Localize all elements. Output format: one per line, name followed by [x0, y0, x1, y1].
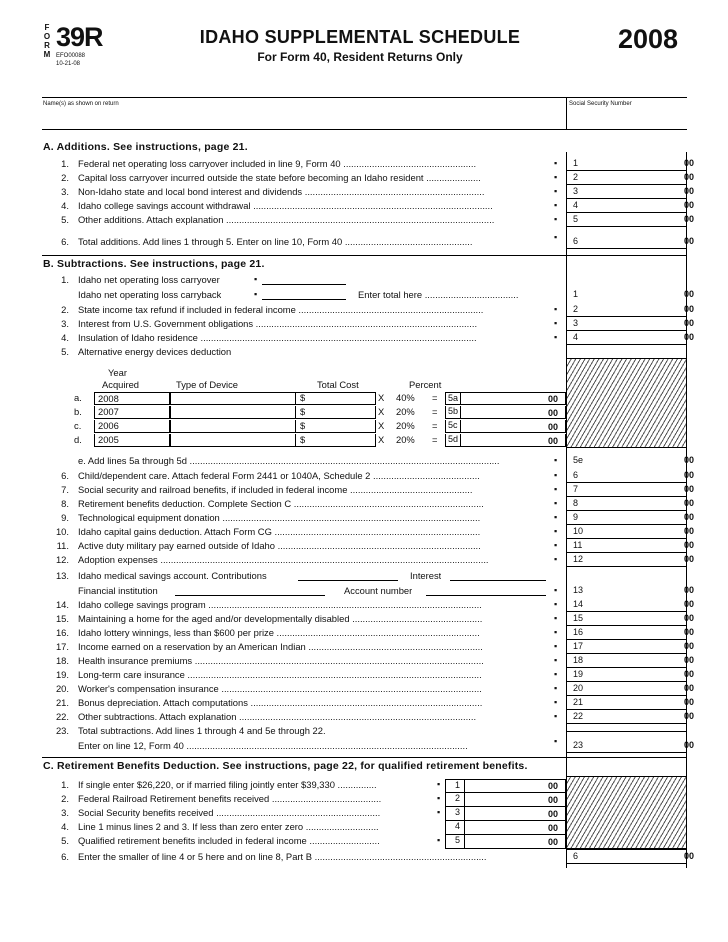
line-text: Social security and railroad benefits, if included in federal income ............................................... — [78, 484, 473, 495]
line-number: 1. — [61, 274, 69, 285]
line-text: Alternative energy devices deduction — [78, 346, 232, 357]
line-amount-input[interactable] — [566, 696, 687, 710]
line-amount-input[interactable] — [566, 235, 687, 249]
line-box-label: 11 — [573, 540, 583, 550]
cents-label: 00 — [684, 740, 695, 750]
bullet-icon: ▪ — [554, 332, 558, 342]
energy-year-cell[interactable]: 2005 — [94, 434, 170, 447]
line-box-label: 6 — [573, 236, 579, 246]
bullet-icon: ▪ — [554, 736, 558, 746]
total-cost-input[interactable] — [296, 406, 376, 419]
bullet-icon: ▪ — [554, 232, 558, 242]
hatched-area — [566, 776, 687, 849]
cents-label: 00 — [684, 851, 695, 861]
line-amount-input[interactable] — [566, 157, 687, 171]
header-device-type: Type of Device — [176, 379, 239, 390]
tax-year: 2008 — [618, 24, 679, 54]
bullet-icon: ▪ — [554, 484, 558, 494]
header-year: Year — [108, 367, 127, 378]
line-text: Idaho lottery winnings, less than $600 per prize .............................................................................. — [78, 627, 480, 638]
bullet-icon: ▪ — [554, 697, 558, 707]
dollar-sign: $ — [300, 434, 306, 445]
line-box-label: 3 — [573, 318, 579, 328]
line-text: Idaho college savings program ......................................................................................................... — [78, 599, 482, 610]
header-divider — [42, 97, 687, 98]
cents-label: 00 — [684, 613, 695, 623]
hatched-area — [566, 358, 687, 448]
line-text: Idaho capital gains deduction. Attach Form CG ............................................................................... — [78, 526, 481, 537]
bullet-icon: ▪ — [554, 318, 558, 328]
line-text: Worker's compensation insurance .................................................................................................... — [78, 683, 482, 694]
line-box-label: 8 — [573, 498, 579, 508]
bullet-icon: ▪ — [554, 669, 558, 679]
line-box-label: 20 — [573, 683, 584, 693]
line-number: 2. — [61, 793, 69, 804]
section-c-divider — [42, 757, 687, 758]
form-title: IDAHO SUPPLEMENTAL SCHEDULE — [199, 27, 521, 47]
cents-label: 00 — [684, 641, 695, 651]
form-subtitle: For Form 40, Resident Returns Only — [257, 50, 463, 64]
line-ref-box: 5b — [445, 406, 461, 419]
energy-row-key: a. — [74, 392, 82, 403]
line-text: If single enter $26,220, or if married filing jointly enter $39,330 ............... — [78, 779, 377, 790]
device-type-input[interactable] — [170, 406, 296, 419]
bullet-icon: ▪ — [554, 585, 558, 595]
line-number: 14. — [55, 599, 69, 610]
bullet-icon: ▪ — [554, 158, 558, 168]
bullet-icon: ▪ — [437, 835, 441, 845]
bullet-icon: ▪ — [437, 779, 441, 789]
account-number-input[interactable] — [426, 595, 546, 596]
line-box-label: 17 — [573, 641, 584, 651]
line-amount-input[interactable] — [566, 483, 687, 497]
energy-year-cell[interactable]: 2007 — [94, 406, 170, 419]
line-amount-input[interactable] — [566, 511, 687, 525]
line-box-label: 23 — [573, 740, 584, 750]
line-amount-input[interactable] — [566, 171, 687, 185]
bullet-icon: ▪ — [554, 613, 558, 623]
form-letter: R — [44, 41, 50, 50]
section-c-title: C. Retirement Benefits Deduction. See instructions, page 22, for qualified retirement benefits. — [43, 760, 528, 772]
line-number: 1. — [61, 779, 69, 790]
percent-value: 20% — [396, 434, 415, 445]
bullet-icon: ▪ — [554, 599, 558, 609]
line-amount-input[interactable] — [566, 598, 687, 612]
line-13-text: Idaho medical savings account. Contributions — [78, 570, 267, 581]
line-number: 5. — [61, 835, 69, 846]
line-amount-input[interactable] — [566, 710, 687, 724]
line-number: 21. — [55, 697, 69, 708]
cents-label: 00 — [548, 408, 559, 418]
cents-label: 00 — [684, 697, 695, 707]
energy-year-cell[interactable]: 2008 — [94, 392, 170, 405]
equals-sign: = — [432, 420, 438, 431]
cents-label: 00 — [684, 540, 695, 550]
line-text: Bonus depreciation. Attach computations ......................................................................................... — [78, 697, 483, 708]
line-box-label: 21 — [573, 697, 584, 707]
line-number: 4. — [61, 332, 69, 343]
times-sign: X — [378, 392, 385, 403]
line-amount-input[interactable] — [566, 213, 687, 227]
line-text: Retirement benefits deduction. Complete Section C ......................................................................... — [78, 498, 484, 509]
dollar-sign: $ — [300, 420, 306, 431]
bullet-icon: ▪ — [554, 711, 558, 721]
bullet-icon: ▪ — [554, 498, 558, 508]
form-letter: O — [43, 32, 51, 41]
header-total-cost: Total Cost — [317, 379, 359, 390]
cents-label: 00 — [684, 186, 695, 196]
line-text: Idaho college savings account withdrawal ............................................................................................ — [78, 200, 493, 211]
cents-label: 00 — [684, 585, 695, 595]
contributions-input[interactable] — [298, 580, 398, 581]
energy-year-cell[interactable]: 2006 — [94, 420, 170, 433]
line-ref-box: 5a — [445, 392, 461, 405]
line-number: 1. — [61, 158, 69, 169]
line-text: State income tax refund if included in federal income ....................................................................... — [78, 304, 484, 315]
cents-label: 00 — [684, 599, 695, 609]
bullet-icon: ▪ — [437, 793, 441, 803]
line-box-label: 15 — [573, 613, 584, 623]
line-number: 5. — [61, 346, 69, 357]
bullet-icon: ▪ — [554, 214, 558, 224]
cents-label: 00 — [684, 669, 695, 679]
line-text: Child/dependent care. Attach federal Form 2441 or 1040A, Schedule 2 ......................................... — [78, 470, 480, 481]
bullet-icon: ▪ — [554, 470, 558, 480]
energy-row-key: c. — [74, 420, 82, 431]
cents-label: 00 — [548, 795, 559, 805]
device-type-input[interactable] — [170, 392, 296, 405]
equals-sign: = — [432, 406, 438, 417]
line-ref-box: 2 — [445, 793, 465, 807]
bullet-icon: ▪ — [554, 655, 558, 665]
line-box-label: 22 — [573, 711, 584, 721]
cents-label: 00 — [684, 200, 695, 210]
line-box-label: 5e — [573, 455, 584, 465]
nol-carryover-input[interactable] — [262, 284, 346, 285]
line-box-label: 18 — [573, 655, 584, 665]
form-number: 39R — [56, 22, 103, 52]
bullet-icon: ▪ — [437, 807, 441, 817]
cents-label: 00 — [684, 289, 695, 299]
header-acquired: Acquired — [102, 379, 140, 390]
line-23-text: Total subtractions. Add lines 1 through 4 and 5e through 22. — [78, 725, 326, 736]
line-amount-input[interactable] — [566, 525, 687, 539]
line-number: 23. — [55, 725, 69, 736]
line-amount-input[interactable] — [566, 317, 687, 331]
cents-label: 00 — [684, 214, 695, 224]
line-number: 3. — [61, 318, 69, 329]
cents-label: 00 — [548, 436, 559, 446]
section-b-title: B. Subtractions. See instructions, page 21. — [43, 258, 265, 270]
equals-sign: = — [432, 392, 438, 403]
total-cost-input[interactable] — [296, 392, 376, 405]
cents-label: 00 — [548, 781, 559, 791]
bullet-icon: ▪ — [554, 627, 558, 637]
line-23-amount-input[interactable] — [566, 731, 687, 753]
cents-label: 00 — [548, 422, 559, 432]
line-text: Maintaining a home for the aged and/or developmentally disabled .................................................. — [78, 613, 483, 624]
line-ref-box: 1 — [445, 779, 465, 793]
line-amount-input[interactable] — [566, 668, 687, 682]
form-date: 10-21-08 — [56, 61, 81, 67]
total-cost-input[interactable] — [296, 420, 376, 433]
form-letter: F — [44, 23, 50, 32]
bullet-icon: ▪ — [254, 289, 258, 299]
line-amount-input[interactable] — [566, 497, 687, 511]
line-text: Interest from U.S. Government obligations ..................................................................................... — [78, 318, 478, 329]
line-box-label: 5 — [573, 214, 579, 224]
line-text: Insulation of Idaho residence .......................................................................................................... — [78, 332, 477, 343]
financial-institution-label: Financial institution — [78, 585, 158, 596]
times-sign: X — [378, 420, 385, 431]
line-box-label: 9 — [573, 512, 579, 522]
cents-label: 00 — [684, 455, 695, 465]
line-amount-input[interactable] — [566, 469, 687, 483]
line-number: 5. — [61, 214, 69, 225]
cents-label: 00 — [684, 627, 695, 637]
line-text: Line 1 minus lines 2 and 3. If less than zero enter zero ............................ — [78, 821, 379, 832]
line-text: Capital loss carryover incurred outside the state before becoming an Idaho resident ..................... — [78, 172, 481, 183]
device-type-input[interactable] — [170, 434, 296, 447]
cents-label: 00 — [684, 484, 695, 494]
line-box-label: 4 — [573, 200, 579, 210]
line-number: 9. — [61, 512, 69, 523]
line-box-label: 6 — [573, 851, 579, 861]
line-box-label: 10 — [573, 526, 584, 536]
financial-institution-input[interactable] — [175, 595, 325, 596]
line-text: Non-Idaho state and local bond interest and dividends ..................................................................... — [78, 186, 485, 197]
cents-label: 00 — [684, 554, 695, 564]
line-box-label: 14 — [573, 599, 584, 609]
cents-label: 00 — [684, 470, 695, 480]
line-number: 8. — [61, 498, 69, 509]
line-text: Technological equipment donation ................................................................................................... — [78, 512, 481, 523]
cents-label: 00 — [684, 711, 695, 721]
dollar-sign: $ — [300, 406, 306, 417]
cents-label: 00 — [684, 158, 695, 168]
line-text: Income earned on a reservation by an American Indian ................................................................... — [78, 641, 483, 652]
line-amount-input[interactable] — [566, 539, 687, 553]
line-amount-input[interactable] — [566, 185, 687, 199]
bullet-icon: ▪ — [554, 200, 558, 210]
line-text: Health insurance premiums ............................................................................................................... — [78, 655, 484, 666]
line-number: 16. — [55, 627, 69, 638]
cents-label: 00 — [548, 809, 559, 819]
line-ref-box: 5c — [445, 420, 461, 433]
header-percent: Percent — [409, 379, 442, 390]
line-text: Long-term care insurance ................................................................................................................. — [78, 669, 482, 680]
cents-label: 00 — [548, 823, 559, 833]
line-number: 3. — [61, 186, 69, 197]
ssn-divider — [566, 97, 567, 129]
line-text: Other subtractions. Attach explanation ........................................................................................... — [78, 711, 477, 722]
line-box-label: 16 — [573, 627, 584, 637]
line-number: 4. — [61, 821, 69, 832]
line-box-label: 19 — [573, 669, 584, 679]
line-number: 2. — [61, 304, 69, 315]
bullet-icon: ▪ — [554, 540, 558, 550]
line-text: Total additions. Add lines 1 through 5. Enter on line 10, Form 40 ................................................. — [78, 236, 473, 247]
times-sign: X — [378, 434, 385, 445]
line-box-label: 2 — [573, 304, 579, 314]
line-box-label: 4 — [573, 332, 579, 342]
bullet-icon: ▪ — [554, 554, 558, 564]
line-number: 2. — [61, 172, 69, 183]
percent-value: 20% — [396, 420, 415, 431]
line-amount-input[interactable] — [566, 654, 687, 668]
account-number-label: Account number — [344, 585, 413, 596]
line-box-label: 1 — [573, 289, 579, 299]
ret-line-6-text: Enter the smaller of line 4 or 5 here and on line 8, Part B .................................................................. — [78, 851, 487, 862]
cents-label: 00 — [684, 655, 695, 665]
line-box-label: 13 — [573, 585, 584, 595]
line-ref-box: 5 — [445, 835, 465, 849]
bullet-icon: ▪ — [554, 512, 558, 522]
cents-label: 00 — [684, 236, 695, 246]
line-number: 10. — [55, 526, 69, 537]
ret-line-6-amount-input[interactable] — [566, 849, 687, 864]
cents-label: 00 — [684, 512, 695, 522]
line-box-label: 2 — [573, 172, 579, 182]
nol-carryback-input[interactable] — [262, 299, 346, 300]
form-vertical-label — [43, 23, 51, 59]
line-number: 20. — [55, 683, 69, 694]
line-box-label: 6 — [573, 470, 579, 480]
cents-label: 00 — [684, 318, 695, 328]
line-text: Federal Railroad Retirement benefits received .......................................... — [78, 793, 382, 804]
line-amount-input[interactable] — [566, 626, 687, 640]
line-amount-input[interactable] — [566, 303, 687, 317]
bullet-icon: ▪ — [554, 526, 558, 536]
line-number: 18. — [55, 655, 69, 666]
form-code: EFO00088 — [56, 53, 86, 59]
ssn-label: Social Security Number — [569, 101, 632, 107]
energy-row-key: b. — [74, 406, 82, 417]
name-bottom-line — [42, 129, 687, 130]
line-text: Qualified retirement benefits included in federal income ........................... — [78, 835, 380, 846]
line-amount-input[interactable] — [566, 553, 687, 567]
cents-label: 00 — [684, 332, 695, 342]
cents-label: 00 — [684, 304, 695, 314]
bullet-icon: ▪ — [554, 186, 558, 196]
cents-label: 00 — [684, 683, 695, 693]
bullet-icon: ▪ — [554, 304, 558, 314]
cents-label: 00 — [684, 498, 695, 508]
line-number: 11. — [56, 540, 69, 551]
times-sign: X — [378, 406, 385, 417]
interest-label: Interest — [410, 570, 442, 581]
line-amount-input[interactable] — [566, 640, 687, 654]
line-number: 19. — [55, 669, 69, 680]
line-amount-input[interactable] — [566, 612, 687, 626]
line-amount-input[interactable] — [566, 331, 687, 345]
line-amount-input[interactable] — [566, 199, 687, 213]
bullet-icon: ▪ — [554, 455, 558, 465]
line-ref-box: 5d — [445, 434, 461, 447]
line-5e-text: e. Add lines 5a through 5d ....................................................................................................................... — [78, 455, 500, 466]
bullet-icon: ▪ — [554, 172, 558, 182]
line-ref-box: 4 — [445, 821, 465, 835]
percent-value: 40% — [396, 392, 415, 403]
name-field[interactable] — [45, 110, 560, 127]
line-text: Social Security benefits received ............................................................... — [78, 807, 381, 818]
form-letter: M — [43, 50, 51, 59]
line-amount-input[interactable] — [566, 682, 687, 696]
enter-total-label: Enter total here .................................... — [358, 289, 519, 300]
line-number: 4. — [61, 200, 69, 211]
line-number: 6. — [61, 236, 69, 247]
percent-value: 20% — [396, 406, 415, 417]
line-box-label: 7 — [573, 484, 579, 494]
total-cost-input[interactable] — [296, 434, 376, 447]
line-box-label: 12 — [573, 554, 584, 564]
line-text: Federal net operating loss carryover included in line 9, Form 40 ................................................... — [78, 158, 477, 169]
equals-sign: = — [432, 434, 438, 445]
line-box-label: 1 — [573, 158, 579, 168]
device-type-input[interactable] — [170, 420, 296, 433]
line-number: 15. — [55, 613, 69, 624]
bullet-icon: ▪ — [554, 641, 558, 651]
line-number: 6. — [61, 851, 69, 862]
cents-label: 00 — [548, 837, 559, 847]
section-b-divider — [42, 255, 687, 256]
cents-label: 00 — [684, 172, 695, 182]
energy-row-key: d. — [74, 434, 82, 445]
line-23-text-2: Enter on line 12, Form 40 ............................................................................................................ — [78, 740, 468, 751]
bullet-icon: ▪ — [254, 274, 258, 284]
cents-label: 00 — [684, 526, 695, 536]
nol-carryback-label: Idaho net operating loss carryback — [78, 289, 222, 300]
ssn-field[interactable] — [570, 110, 685, 127]
dollar-sign: $ — [300, 392, 306, 403]
line-text: Adoption expenses .............................................................................................................................. — [78, 554, 489, 565]
section-a-title: A. Additions. See instructions, page 21. — [43, 141, 248, 153]
line-number: 12. — [55, 554, 69, 565]
line-number: 7. — [61, 484, 69, 495]
cents-label: 00 — [548, 394, 559, 404]
line-ref-box: 3 — [445, 807, 465, 821]
line-number: 6. — [61, 470, 69, 481]
line-text: Active duty military pay earned outside of Idaho .............................................................................. — [78, 540, 481, 551]
bullet-icon: ▪ — [554, 683, 558, 693]
line-number: 17. — [55, 641, 69, 652]
nol-carryover-label: Idaho net operating loss carryover — [78, 274, 220, 285]
line-number: 22. — [55, 711, 69, 722]
interest-input[interactable] — [450, 580, 546, 581]
line-text: Other additions. Attach explanation ....................................................................................................... — [78, 214, 495, 225]
line-number: 3. — [61, 807, 69, 818]
name-label: Name(s) as shown on return — [43, 101, 119, 107]
line-number: 13. — [55, 570, 69, 581]
line-box-label: 3 — [573, 186, 579, 196]
